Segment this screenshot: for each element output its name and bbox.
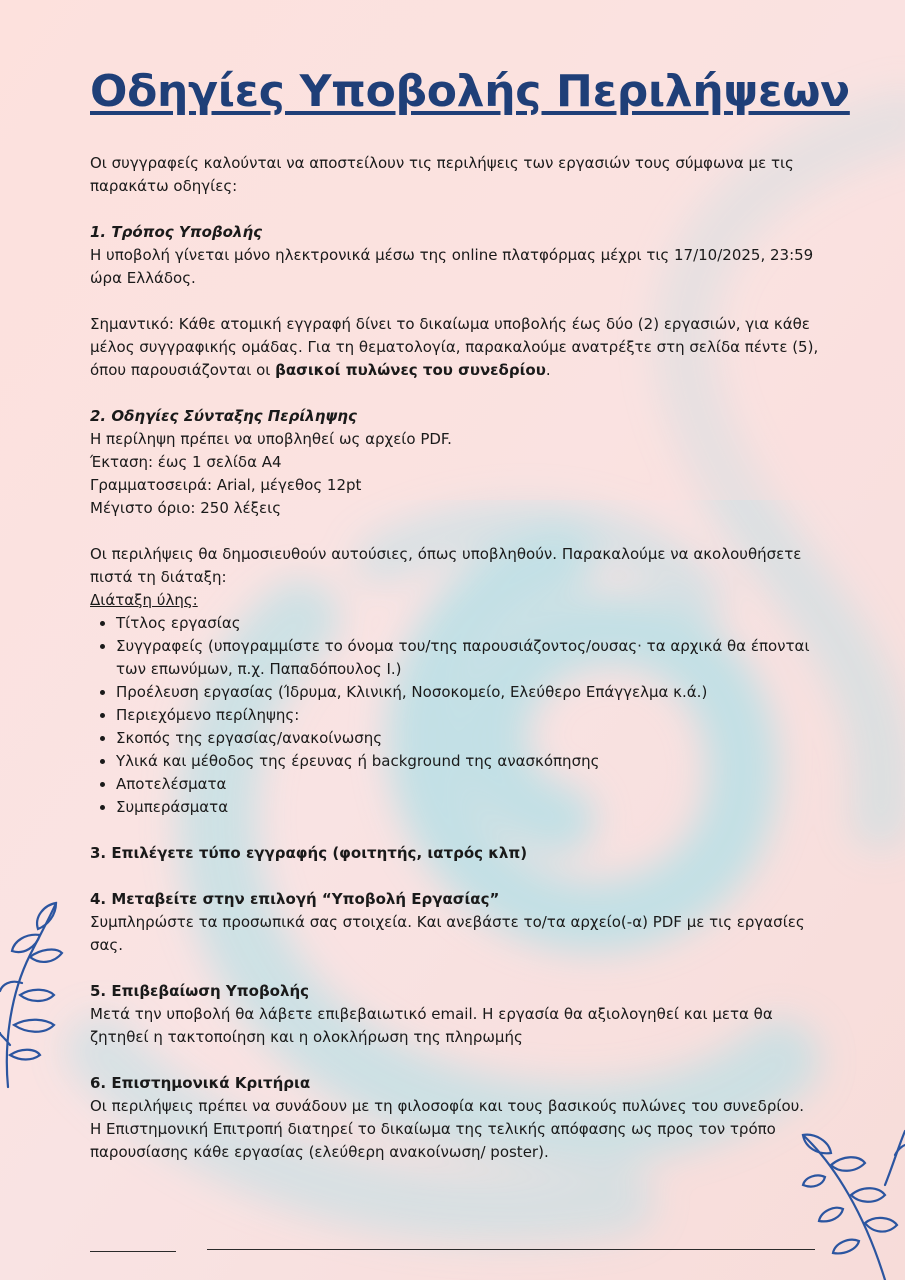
section6-line2: Η Επιστημονική Επιτροπή διατηρεί το δικαίωμα της τελικής απόφασης ως προς τον τρόπο παρουσίασης κάθε εργασίας (ελεύθερη ανακοίνωση/ poster). <box>90 1120 776 1161</box>
section5-heading: 5. Επιβεβαίωση Υποβολής <box>90 982 310 1000</box>
section4-text: Συμπληρώστε τα προσωπικά σας στοιχεία. Και ανεβάστε το/τα αρχείο(-α) PDF με τις εργασίες σας. <box>90 913 805 954</box>
section2-line: Η περίληψη πρέπει να υποβληθεί ως αρχείο PDF. <box>90 430 452 448</box>
list-item: • Προέλευση εργασίας (Ίδρυμα, Κλινική, Νοσοκομείο, Ελεύθερο Επάγγελμα κ.ά.) <box>116 681 820 704</box>
layout-list <box>90 612 820 819</box>
section2-line: Έκταση: έως 1 σελίδα Α4 <box>90 453 282 471</box>
section1-text: Η υποβολή γίνεται μόνο ηλεκτρονικά μέσω της online πλατφόρμας μέχρι τις 17/10/2025, 23:59 ώρα Ελλάδος. <box>90 246 814 287</box>
list-item: • Σκοπός της εργασίας/ανακοίνωσης <box>116 727 820 750</box>
section2-line: Γραμματοσειρά: Arial, μέγεθος 12pt <box>90 476 362 494</box>
list-item: • Περιεχόμενο περίληψης: <box>116 704 820 727</box>
list-item: • Αποτελέσματα <box>116 773 820 796</box>
section3-heading: 3. Επιλέγετε τύπο εγγραφής (φοιτητής, ιατρός κλπ) <box>90 844 528 862</box>
list-item: • Τίτλος εργασίας <box>116 612 820 635</box>
important-text: Σημαντικό: Κάθε ατομική εγγραφή δίνει το δικαίωμα υποβολής έως δύο (2) εργασιών, για κάθε μέλος συγγραφικής ομάδας. Για τη θεματολογία, παρακαλούμε ανατρέξτε στη σελίδα πέντε (5), όπου παρουσιάζονται οι <box>90 315 819 379</box>
section1-important <box>90 313 820 382</box>
layout-label: Διάταξη ύλης: <box>90 591 198 609</box>
section6-heading: 6. Επιστημονικά Κριτήρια <box>90 1074 311 1092</box>
section4-heading: 4. Μεταβείτε στην επιλογή “Υποβολή Εργασίας” <box>90 890 500 908</box>
footer-rule-short <box>90 1251 176 1252</box>
leaf-branch-left-icon <box>0 895 70 1095</box>
important-bold: βασικοί πυλώνες του συνεδρίου <box>275 361 546 379</box>
list-item: • Συμπεράσματα <box>116 796 820 819</box>
important-end: . <box>545 361 551 379</box>
page-title: Οδηγίες Υποβολής Περιλήψεων <box>90 66 850 117</box>
section1-heading: 1. Τρόπος Υποβολής <box>90 223 263 241</box>
footer-rule-long <box>207 1249 815 1250</box>
list-item: • Συγγραφείς (υπογραμμίστε το όνομα του/της παρουσιάζοντος/ουσας· τα αρχικά θα έπονται των επωνύμων, π.χ. Παπαδόπουλος Ι.) <box>116 635 820 681</box>
section2-heading: 2. Οδηγίες Σύνταξης Περίληψης <box>90 407 357 425</box>
section2-line: Μέγιστο όριο: 250 λέξεις <box>90 499 281 517</box>
document-body <box>90 60 850 1164</box>
section5-text: Μετά την υποβολή θα λάβετε επιβεβαιωτικό email. Η εργασία θα αξιολογηθεί και μετα θα ζητηθεί η τακτοποίηση και η ολοκλήρωση της πληρωμής <box>90 1005 773 1046</box>
list-item: • Υλικά και μέθοδος της έρευνας ή background της ανασκόπησης <box>116 750 820 773</box>
intro-text: Οι συγγραφείς καλούνται να αποστείλουν τις περιλήψεις των εργασιών τους σύμφωνα με τις παρακάτω οδηγίες: <box>90 154 794 195</box>
publish-note: Οι περιλήψεις θα δημοσιευθούν αυτούσιες, όπως υποβληθούν. Παρακαλούμε να ακολουθήσετε πιστά τη διάταξη: <box>90 545 802 586</box>
section6-line1: Οι περιλήψεις πρέπει να συνάδουν με τη φιλοσοφία και τους βασικούς πυλώνες του συνεδρίου. <box>90 1097 805 1115</box>
